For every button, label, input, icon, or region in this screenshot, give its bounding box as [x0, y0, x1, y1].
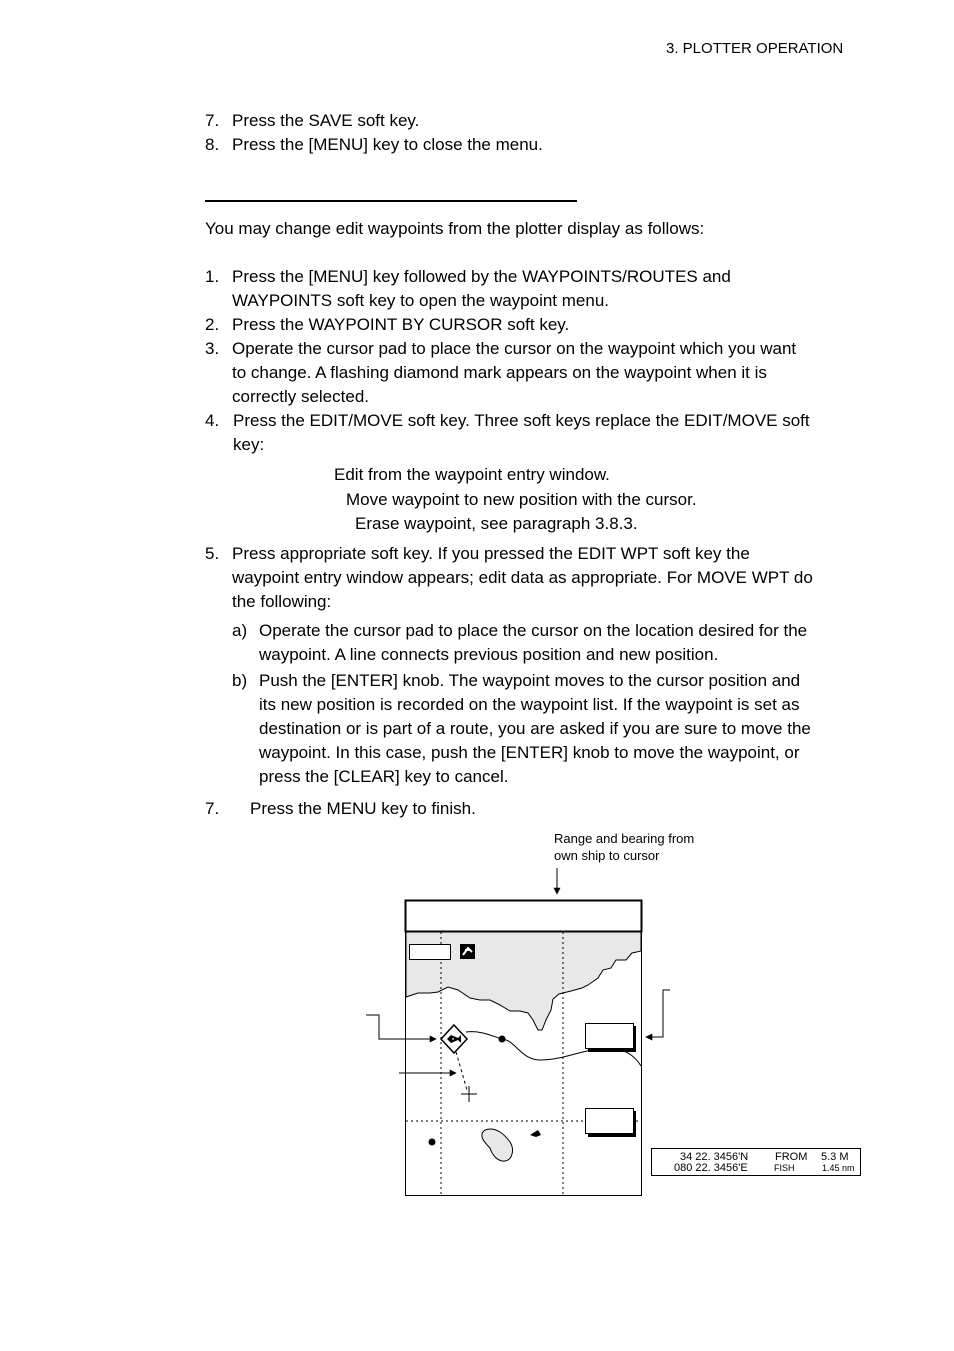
- step-num: 8.: [205, 135, 220, 154]
- substep-line: its new position is recorded on the waypoint list. If the waypoint is set as: [259, 695, 800, 714]
- step-line: the following:: [232, 592, 332, 611]
- step-num: 3.: [205, 339, 220, 358]
- substep-line: Push the [ENTER] knob. The waypoint moves to the cursor position and: [259, 671, 801, 690]
- substep-label: a): [232, 621, 248, 640]
- step-line: key:: [233, 435, 265, 454]
- soft-box: [586, 1024, 634, 1049]
- scale-box: [410, 945, 451, 960]
- step-text: Press the [MENU] key to close the menu.: [232, 135, 543, 154]
- readout-from-label: FROM: [775, 1151, 808, 1163]
- step-line: Operate the cursor pad to place the cursor on the waypoint which you want: [232, 339, 797, 358]
- figure-callout-line: Range and bearing from: [554, 831, 695, 846]
- step-line: Press the WAYPOINT BY CURSOR soft key.: [232, 315, 570, 334]
- waypoint-dot: [429, 1139, 436, 1146]
- softkey-description: Move waypoint to new position with the cursor.: [346, 490, 697, 509]
- step-num: 7.: [205, 799, 220, 818]
- softkey-description: Edit from the waypoint entry window.: [334, 465, 610, 484]
- waypoint-dot: [499, 1036, 506, 1043]
- substep-line: waypoint. A line connects previous position and new position.: [259, 645, 719, 664]
- plotter-data-box: [406, 901, 642, 932]
- readout-range: 5.3 M: [821, 1151, 849, 1163]
- substep-label: b): [232, 671, 248, 690]
- substep-line: waypoint. In this case, push the [ENTER] knob to move the waypoint, or: [259, 743, 800, 762]
- intro-paragraph: You may change edit waypoints from the plotter display as follows:: [205, 219, 705, 238]
- step-line: Press appropriate soft key. If you pressed the EDIT WPT soft key the: [232, 544, 750, 563]
- step-line: Press the [MENU] key followed by the WAYPOINTS/ROUTES and: [232, 267, 731, 286]
- readout-fish-label: FISH: [774, 1163, 795, 1173]
- readout-lon: 080 22. 3456'E: [674, 1162, 748, 1174]
- step-num: 2.: [205, 315, 220, 334]
- figure-callout-line: own ship to cursor: [554, 848, 660, 863]
- step-text: Press the SAVE soft key.: [232, 111, 420, 130]
- mode-icon: [460, 944, 475, 959]
- step-line: to change. A flashing diamond mark appears on the waypoint when it is: [232, 363, 767, 382]
- step-line: correctly selected.: [232, 387, 369, 406]
- substep-line: Operate the cursor pad to place the cursor on the location desired for the: [259, 621, 808, 640]
- substep-line: press the [CLEAR] key to cancel.: [259, 767, 509, 786]
- step-line: WAYPOINTS soft key to open the waypoint menu.: [232, 291, 610, 310]
- softkey-callout-arrow: [646, 990, 670, 1037]
- step-num: 7.: [205, 111, 220, 130]
- step-num: 1.: [205, 267, 220, 286]
- step-line: waypoint entry window appears; edit data as appropriate. For MOVE WPT do: [232, 568, 813, 587]
- page-header: 3. PLOTTER OPERATION: [666, 40, 844, 57]
- step-num: 4.: [205, 411, 220, 430]
- readout-lat: 34 22. 3456'N: [680, 1151, 749, 1163]
- step-num: 5.: [205, 544, 220, 563]
- readout-range-nm: 1.45 nm: [822, 1163, 855, 1173]
- step-line: Press the EDIT/MOVE soft key. Three soft keys replace the EDIT/MOVE soft: [233, 411, 810, 430]
- soft-box: [586, 1109, 634, 1134]
- substep-line: destination or is part of a route, you are asked if you are sure to move the: [259, 719, 811, 738]
- step-text: Press the MENU key to finish.: [250, 799, 476, 818]
- softkey-description: Erase waypoint, see paragraph 3.8.3.: [355, 514, 638, 533]
